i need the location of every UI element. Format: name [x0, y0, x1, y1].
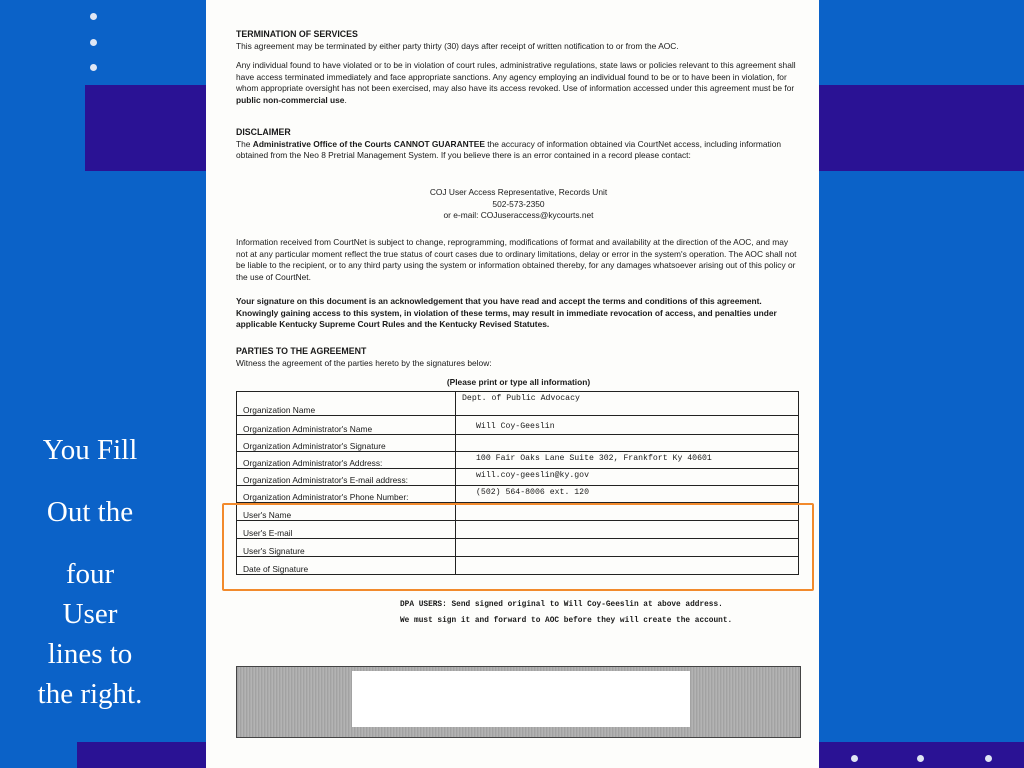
instruction-line: Out the [46, 496, 134, 528]
instruction-line: lines to [47, 638, 133, 670]
table-row [237, 392, 799, 416]
table-row [237, 416, 799, 435]
disclaimer-bold: Administrative Office of the Courts CANNOT GUARANTEE [252, 138, 485, 149]
print-note: (Please print or type all information) [446, 377, 591, 387]
instruction-text [14, 430, 166, 714]
redacted-area [236, 666, 801, 738]
contact-line: COJ User Access Representative, Records Unit [429, 187, 608, 197]
courtnet-paragraph: Information received from CourtNet is subject to change, reprogramming, modifications of format and availability at the direction of the AOC, and may not at any particular moment reflect the true status of court cases due to ordinary limitations, delay or error in the system's operation. The AOC shall not be liable to the recipient, or to any third party using the system or information obtained thereby, for any damages whatsoever arising out of this policy or the use of CourtNet. [236, 237, 797, 282]
table-row [237, 486, 799, 503]
row-value: Will Coy-Geeslin [456, 416, 799, 435]
bullet-dot [90, 39, 97, 46]
row-value [456, 435, 799, 452]
bullet-dot [985, 755, 992, 762]
violation-paragraph [236, 60, 801, 106]
dpa-note-line: We must sign it and forward to AOC before they will create the account. [400, 617, 733, 625]
instruction-line: the right. [37, 678, 143, 710]
row-value: will.coy-geeslin@ky.gov [456, 469, 799, 486]
row-label: Organization Administrator's Name [237, 416, 456, 435]
row-label: Date of Signature [237, 557, 456, 575]
termination-heading: TERMINATION OF SERVICES [236, 29, 358, 39]
instruction-line: four [65, 558, 115, 590]
redaction-blank [352, 671, 690, 727]
user-rows-highlight [222, 503, 814, 591]
table-row [237, 469, 799, 486]
row-label: Organization Name [237, 392, 456, 416]
acknowledgement-paragraph: Your signature on this document is an acknowledgement that you have read and accept the terms and conditions of this agreement. Knowingly gaining access to this system, in violation of these terms, may result in immediate revocation of access, and penalties under applicable Kentucky Supreme Court Rules and the Kentucky Revised Statutes. [236, 296, 777, 330]
contact-block [236, 187, 801, 222]
parties-section [236, 346, 801, 369]
row-label: User's Signature [237, 539, 456, 557]
agreement-document [206, 0, 819, 768]
row-label: User's Name [237, 503, 456, 521]
disclaimer-post: the accuracy of information obtained via CourtNet access, including information obtained from the Neo 8 Pretrial Management System. If you believe there is an error contained in a record please contact: [236, 138, 782, 161]
contact-line: 502-573-2350 [492, 198, 545, 209]
dpa-note-line: DPA USERS: Send signed original to Will Coy-Geeslin at above address. [400, 601, 723, 609]
row-label: User's E-mail [237, 521, 456, 539]
row-label: Organization Administrator's Signature [237, 435, 456, 452]
row-value: 100 Fair Oaks Lane Suite 302, Frankfort Ky 40601 [456, 452, 799, 469]
bullet-dot [917, 755, 924, 762]
table-row [237, 452, 799, 469]
disclaimer-heading: DISCLAIMER [236, 127, 291, 137]
parties-subtext: Witness the agreement of the parties hereto by the signatures below: [236, 357, 492, 368]
violation-bold-text: public non-commercial use [236, 94, 345, 105]
instruction-line: You Fill [42, 434, 138, 466]
termination-section [236, 29, 801, 107]
disclaimer-pre: The [236, 138, 251, 149]
table-row [237, 435, 799, 452]
contact-line: or e-mail: COJuseraccess@kycourts.net [443, 210, 594, 221]
bullet-dot [90, 13, 97, 20]
violation-end: . [344, 94, 347, 105]
termination-paragraph: This agreement may be terminated by either party thirty (30) days after receipt of written notification to or from the AOC. [236, 40, 679, 51]
row-label: Organization Administrator's E-mail address: [237, 469, 456, 486]
disclaimer-paragraph [236, 139, 801, 162]
row-value: (502) 564-8006 ext. 120 [456, 486, 799, 503]
row-label: Organization Administrator's Address: [237, 452, 456, 469]
row-value: Dept. of Public Advocacy [456, 392, 799, 416]
instruction-line: User [62, 598, 118, 630]
row-label: Organization Administrator's Phone Number: [237, 486, 456, 503]
parties-heading: PARTIES TO THE AGREEMENT [236, 346, 367, 356]
bullet-dot [90, 64, 97, 71]
bullet-dot [851, 755, 858, 762]
disclaimer-section [236, 127, 801, 162]
violation-text: Any individual found to have violated or to be in violation of court rules, administrative regulations, state laws or policies relevant to this agreement shall have access terminated immediately and face appropriate sanctions. Any agency employing an individual found to be or to have been in violation, for whom appropriate oversight has not been exercised, may also have its access revoked. Use of information accessed under this agreement must be for [236, 60, 796, 94]
